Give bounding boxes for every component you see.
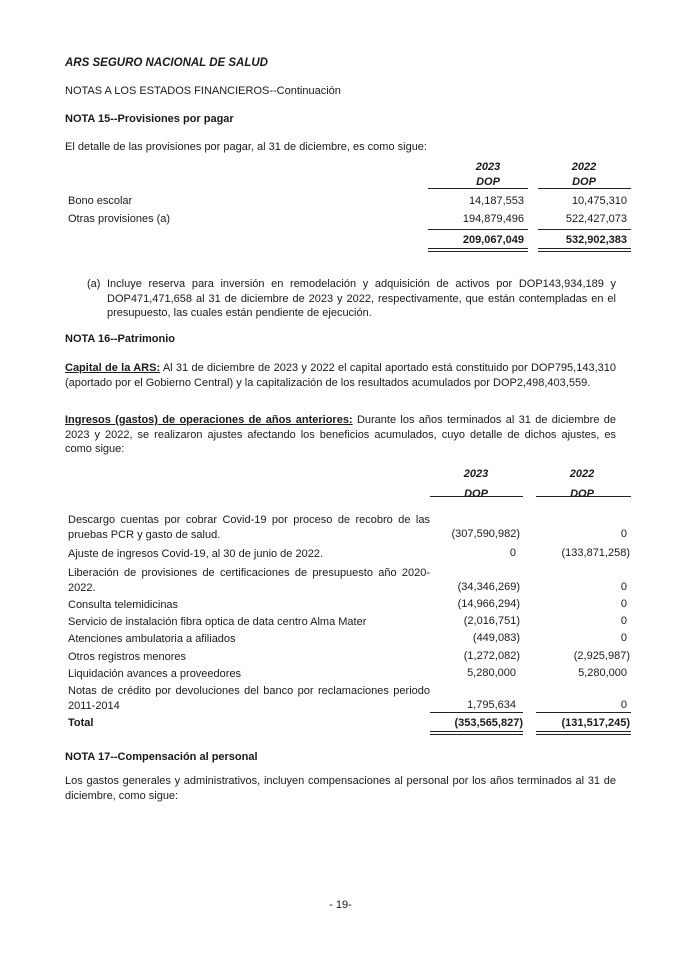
nota16-row-label: Liberación de provisiones de certificaciones de presupuesto año 2020-2022. bbox=[68, 567, 430, 594]
nota16-row-value-2023: 1,795,634 bbox=[467, 699, 516, 711]
nota15-footnote bbox=[87, 277, 616, 321]
nota16-row-value-2023: (34,346,269) bbox=[457, 581, 520, 593]
nota16-row-label: Servicio de instalación fibra optica de data centro Alma Mater bbox=[68, 616, 367, 628]
nota16-row-value-2023: 5,280,000 bbox=[467, 667, 516, 679]
nota16-col-2022-year: 2022 bbox=[569, 468, 595, 480]
nota15-col-2022-currency: DOP bbox=[572, 176, 596, 188]
nota16-row-value-2023: (14,966,294) bbox=[457, 598, 520, 610]
nota15-col-2023-currency: DOP bbox=[476, 176, 500, 188]
nota16-subtotal-rule-2022 bbox=[536, 712, 631, 713]
nota16-row-value-2022: 0 bbox=[620, 528, 627, 540]
nota15-col-2023-rule bbox=[428, 188, 528, 189]
nota15-col-2022-year: 2022 bbox=[571, 161, 597, 173]
nota16-row-value-2023: (449,083) bbox=[472, 632, 520, 644]
footnote-text: Incluye reserva para inversión en remodelación y adquisición de activos por DOP143,934,189 y DOP471,471,658 al 31 de diciembre de 2023 y 2022, respectivamente, que están contempladas en el presupuesto, las cuales están pendiente de ejecución. bbox=[107, 278, 616, 319]
nota16-title: NOTA 16--Patrimonio bbox=[65, 333, 176, 345]
nota16-col-2023-year: 2023 bbox=[463, 468, 489, 480]
page-number: - 19- bbox=[329, 899, 352, 911]
nota15-subtotal-rule-2022 bbox=[538, 229, 631, 230]
nota15-row-value-2022: 10,475,310 bbox=[571, 195, 627, 207]
nota15-row-value-2023: 194,879,496 bbox=[462, 213, 524, 225]
nota15-col-2023-year: 2023 bbox=[475, 161, 501, 173]
nota15-row-value-2022: 522,427,073 bbox=[565, 213, 627, 225]
nota15-total-double-rule-2022 bbox=[538, 248, 631, 252]
nota15-subtotal-rule-2023 bbox=[428, 229, 528, 230]
nota16-capital-paragraph bbox=[65, 361, 616, 390]
nota16-row-label: Notas de crédito por devoluciones del banco por reclamaciones periodo 2011-2014 bbox=[68, 685, 430, 712]
nota15-row-value-2023: 14,187,553 bbox=[468, 195, 524, 207]
nota16-col-2023-rule bbox=[430, 496, 523, 497]
nota16-row-value-2022: (133,871,258) bbox=[561, 547, 630, 559]
nota16-row-label: Consulta telemidicinas bbox=[68, 599, 179, 611]
nota17-title: NOTA 17--Compensación al personal bbox=[65, 751, 258, 763]
nota16-row-label: Descargo cuentas por cobrar Covid-19 por proceso de recobro de las pruebas PCR y gasto de salud. bbox=[68, 514, 430, 541]
nota16-row-value-2022: 0 bbox=[620, 699, 627, 711]
nota16-col-2023-currency: DOP bbox=[464, 488, 488, 500]
nota16-total-label: Total bbox=[68, 717, 94, 729]
nota16-ingresos-paragraph bbox=[65, 413, 616, 457]
document-subtitle: NOTAS A LOS ESTADOS FINANCIEROS--Continuación bbox=[65, 85, 341, 97]
nota16-row-value-2023: 0 bbox=[509, 547, 516, 559]
nota16-row-label: Otros registros menores bbox=[68, 651, 186, 663]
nota15-total-2023: 209,067,049 bbox=[462, 234, 524, 246]
nota15-total-2022: 532,902,383 bbox=[565, 234, 627, 246]
ingresos-label: Ingresos (gastos) de operaciones de años anteriores: bbox=[65, 414, 353, 426]
nota15-row-label: Otras provisiones (a) bbox=[68, 213, 171, 225]
nota16-row-value-2023: (307,590,982) bbox=[451, 528, 520, 540]
nota15-col-2022 bbox=[538, 160, 630, 190]
nota16-row-value-2023: (1,272,082) bbox=[463, 650, 520, 662]
nota16-row-value-2022: 0 bbox=[620, 581, 627, 593]
nota15-col-2023 bbox=[442, 160, 534, 190]
nota16-row-value-2022: 0 bbox=[620, 632, 627, 644]
nota15-title: NOTA 15--Provisiones por pagar bbox=[65, 113, 234, 125]
nota15-row-label: Bono escolar bbox=[68, 195, 133, 207]
nota16-col-2022-rule bbox=[536, 496, 631, 497]
footnote-marker: (a) bbox=[87, 278, 101, 290]
nota16-col-2022-currency: DOP bbox=[570, 488, 594, 500]
nota16-row-value-2022: 0 bbox=[620, 615, 627, 627]
nota16-row-value-2022: 0 bbox=[620, 598, 627, 610]
nota16-row-value-2022: (2,925,987) bbox=[573, 650, 630, 662]
nota15-intro: El detalle de las provisiones por pagar, al 31 de diciembre, es como sigue: bbox=[65, 141, 427, 153]
capital-label: Capital de la ARS: bbox=[65, 362, 161, 374]
nota16-row-value-2022: 5,280,000 bbox=[578, 667, 627, 679]
nota15-col-2022-rule bbox=[538, 188, 631, 189]
nota15-total-double-rule-2023 bbox=[428, 248, 528, 252]
nota16-row-label: Atenciones ambulatoria a afiliados bbox=[68, 633, 236, 645]
nota16-row-value-2023: (2,016,751) bbox=[463, 615, 520, 627]
nota16-row-label: Ajuste de ingresos Covid-19, al 30 de junio de 2022. bbox=[68, 548, 324, 560]
company-name: ARS SEGURO NACIONAL DE SALUD bbox=[65, 57, 268, 69]
nota16-total-double-rule-2023 bbox=[430, 731, 523, 735]
nota17-intro: Los gastos generales y administrativos, incluyen compensaciones al personal por los años terminados al 31 de diciembre, como sigue: bbox=[65, 775, 616, 802]
nota16-total-2023: (353,565,827) bbox=[454, 717, 523, 729]
nota16-total-double-rule-2022 bbox=[536, 731, 631, 735]
nota16-row-label: Liquidación avances a proveedores bbox=[68, 668, 242, 680]
capital-text: Al 31 de diciembre de 2023 y 2022 el capital aportado está constituido por DOP795,143,310 (aportado por el Gobierno Central) y la capitalización de los resultados acumulados por DOP2,498,403,559. bbox=[65, 362, 616, 389]
ingresos-text: Durante los años terminados al 31 de diciembre de 2023 y 2022, se realizaron ajustes afectando los beneficios acumulados, cuyo detalle de dichos ajustes, es como sigue: bbox=[65, 414, 617, 455]
nota16-total-2022: (131,517,245) bbox=[561, 717, 630, 729]
nota16-subtotal-rule-2023 bbox=[430, 712, 523, 713]
